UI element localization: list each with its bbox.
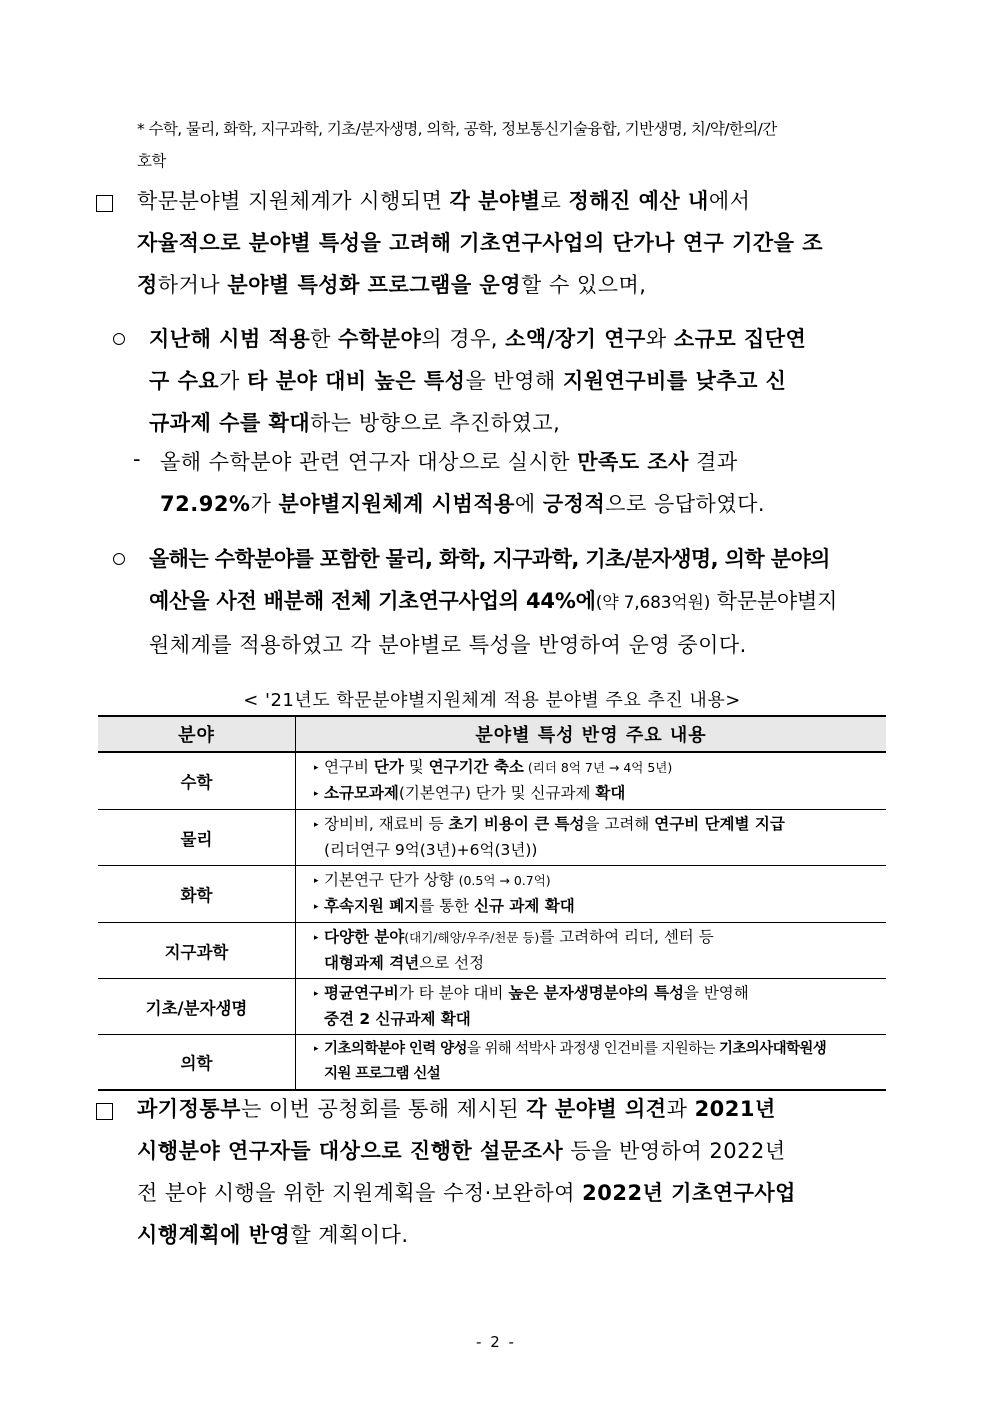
text-bold: 평균연구비 [324, 984, 399, 1002]
text-bold: 지난해 시범 적용 [149, 327, 311, 351]
checkbox-bullet-icon [96, 1103, 113, 1120]
text-bold: 만족도 조사 [577, 450, 689, 474]
row-content [296, 979, 887, 1035]
table-row [98, 752, 886, 810]
text: 한 [310, 327, 339, 351]
text: 할 계획이다. [290, 1223, 409, 1247]
text: 할 수 있으며, [521, 273, 647, 297]
text-bold: 다양한 분야 [324, 928, 405, 946]
text: 등을 반영하여 2022년 [563, 1139, 786, 1163]
text: (0.5억 → 0.7억) [458, 873, 551, 888]
text: 하거나 [157, 273, 228, 297]
triangle-bullet-icon: ▸ [314, 902, 319, 912]
text-bold: 시행계획에 반영 [137, 1223, 291, 1247]
row-field: 의학 [98, 1035, 296, 1091]
table-row [98, 810, 886, 866]
text: 에 [514, 492, 543, 516]
triangle-bullet-icon: ▸ [314, 933, 319, 943]
text: 과 [666, 1097, 695, 1121]
text: 을 반영해 [465, 369, 563, 393]
text-bold: 각 분야별 [449, 189, 541, 213]
text: 가 [250, 492, 279, 516]
text: (리더연구 9억(3년)+6억(3년)) [324, 841, 538, 859]
text-bold: 정 [137, 273, 158, 297]
text-bold: 중견 2 신규과제 확대 [324, 1010, 471, 1028]
text-bold: 확대 [595, 784, 626, 802]
page-number: - 2 - [476, 1333, 516, 1351]
table-row [98, 866, 886, 923]
paragraph-5 [137, 1088, 907, 1256]
footnote-line: * 수학, 물리, 화학, 지구과학, 기초/분자생명, 의학, 공학, 정보통신기술융합, 기반생명, 치/약/한의/간 [137, 120, 777, 138]
text: 하는 방향으로 추진하였고, [310, 411, 561, 435]
text: (약 7,683억원) [595, 593, 711, 613]
footnote-line: 호학 [137, 152, 166, 170]
text-bold: 분야별 특성화 프로그램을 운영 [227, 273, 521, 297]
text: 가 [219, 369, 248, 393]
text-bold: 높은 분자생명분야의 특성 [508, 984, 684, 1002]
text-bold: 각 분야별 의견 [526, 1097, 667, 1121]
text-bold: 과기정통부 [137, 1097, 241, 1121]
text: 로 [540, 189, 569, 213]
text: 의 경우, [421, 327, 506, 351]
paragraph-4 [149, 538, 907, 666]
text: 기본연구 단가 상향 [324, 871, 459, 889]
text: 전 분야 시행을 위한 지원계획을 수정·보완하여 [137, 1181, 583, 1205]
text-bold: 시행분야 연구자들 대상으로 진행한 설문조사 [137, 1139, 564, 1163]
text-bold: 타 분야 대비 높은 특성 [247, 369, 466, 393]
text-bold: 소규모 집단연 [673, 327, 807, 351]
text-bold: 구 수요 [149, 369, 220, 393]
text-bold: 2022년 기초연구사업 [582, 1181, 796, 1205]
text-bold: 예산을 사전 배분해 전체 기초연구사업의 44%에 [149, 589, 596, 613]
header-field: 분야 [98, 716, 296, 752]
text: 에서 [708, 189, 751, 213]
triangle-bullet-icon: ▸ [314, 876, 319, 886]
support-table [98, 715, 886, 1091]
table-row [98, 923, 886, 979]
text-bold: 2021년 [694, 1097, 776, 1121]
circle-bullet-icon [113, 333, 125, 345]
footnote [137, 113, 907, 177]
row-field: 수학 [98, 752, 296, 810]
dash-bullet-icon: - [133, 447, 141, 471]
row-content [296, 810, 887, 866]
text: 및 [403, 758, 429, 776]
text: (대기/해양/우주/천문 등) [404, 930, 540, 945]
text-bold: 기초의사대학원생 [718, 1041, 827, 1057]
text-bold: 긍정적 [542, 492, 606, 516]
paragraph-1 [137, 180, 907, 306]
text-bold: 초기 비용이 큰 특성 [448, 815, 585, 833]
row-field: 화학 [98, 866, 296, 923]
text: 학문분야별 지원체계가 시행되면 [137, 189, 450, 213]
text-bold: 올해는 수학분야를 포함한 물리, 화학, 지구과학, 기초/분자생명, 의학 분야의 [149, 547, 830, 571]
text-bold: 지원연구비를 낮추고 신 [562, 369, 787, 393]
text: (기본연구) 단가 및 신규과제 [398, 784, 596, 802]
text-bold: 수학분야 [338, 327, 422, 351]
triangle-bullet-icon: ▸ [314, 820, 319, 830]
text-bold: 연구기간 축소 [428, 758, 524, 776]
triangle-bullet-icon: ▸ [314, 789, 319, 799]
text: 가 타 분야 대비 [398, 984, 509, 1002]
table-row [98, 1035, 886, 1091]
triangle-bullet-icon: ▸ [314, 989, 319, 999]
paragraph-3 [160, 441, 907, 525]
text-bold: 기초의학분야 인력 양성 [324, 1041, 467, 1057]
row-field: 물리 [98, 810, 296, 866]
text: 는 이번 공청회를 통해 제시된 [240, 1097, 527, 1121]
text-bold: 규과제 수를 확대 [149, 411, 311, 435]
text-bold: 분야별지원체계 시범적용 [278, 492, 515, 516]
paragraph-2 [149, 318, 907, 444]
text: 으로 응답하였다. [605, 492, 766, 516]
text-bold: 신규 과제 확대 [474, 897, 575, 915]
row-content [296, 752, 887, 810]
text: 을 반영해 [683, 984, 749, 1002]
text: 결과 [688, 450, 738, 474]
text-bold: 후속지원 폐지 [324, 897, 420, 915]
text: 으로 선정 [419, 954, 485, 972]
table-row [98, 979, 886, 1035]
text-bold: 소규모과제 [324, 784, 399, 802]
triangle-bullet-icon: ▸ [314, 1044, 318, 1054]
row-field: 기초/분자생명 [98, 979, 296, 1035]
text: 와 [645, 327, 674, 351]
row-content [296, 923, 887, 979]
text-bold: 지원 프로그램 신설 [324, 1066, 441, 1082]
table-wrapper [98, 715, 886, 1091]
text-bold: 정해진 예산 내 [568, 189, 709, 213]
checkbox-bullet-icon [96, 195, 113, 212]
text-bold: 72.92% [160, 492, 251, 516]
text: 를 고려하여 리더, 센터 등 [539, 928, 714, 946]
table-caption: < '21년도 학문분야별지원체계 적용 분야별 주요 추진 내용> [243, 690, 741, 711]
text: 을 위해 석박사 과정생 인건비를 지원하는 [466, 1041, 719, 1057]
triangle-bullet-icon: ▸ [314, 763, 319, 773]
header-content: 분야별 특성 반영 주요 내용 [296, 716, 887, 752]
text: (리더 8억 7년 → 4억 5년) [523, 760, 673, 775]
text-bold: 소액/장기 연구 [505, 327, 646, 351]
text: 장비비, 재료비 등 [324, 815, 449, 833]
row-content [296, 866, 887, 923]
text-bold: 자율적으로 분야별 특성을 고려해 기초연구사업의 단가나 연구 기간을 조 [137, 231, 824, 255]
table-header-row [98, 716, 886, 752]
text-bold: 단가 [373, 758, 404, 776]
text: 을 고려해 [584, 815, 655, 833]
text: 를 통한 [419, 897, 475, 915]
text-bold: 대형과제 격년 [324, 954, 420, 972]
text-bold: 연구비 단계별 지급 [654, 815, 785, 833]
circle-bullet-icon [113, 553, 125, 565]
text: 학문분야별지 [710, 589, 838, 613]
text: 올해 수학분야 관련 연구자 대상으로 실시한 [160, 450, 578, 474]
row-content [296, 1035, 887, 1091]
text: 원체계를 적용하였고 각 분야별로 특성을 반영하여 운영 중이다. [149, 633, 747, 657]
row-field: 지구과학 [98, 923, 296, 979]
text: 연구비 [324, 758, 374, 776]
